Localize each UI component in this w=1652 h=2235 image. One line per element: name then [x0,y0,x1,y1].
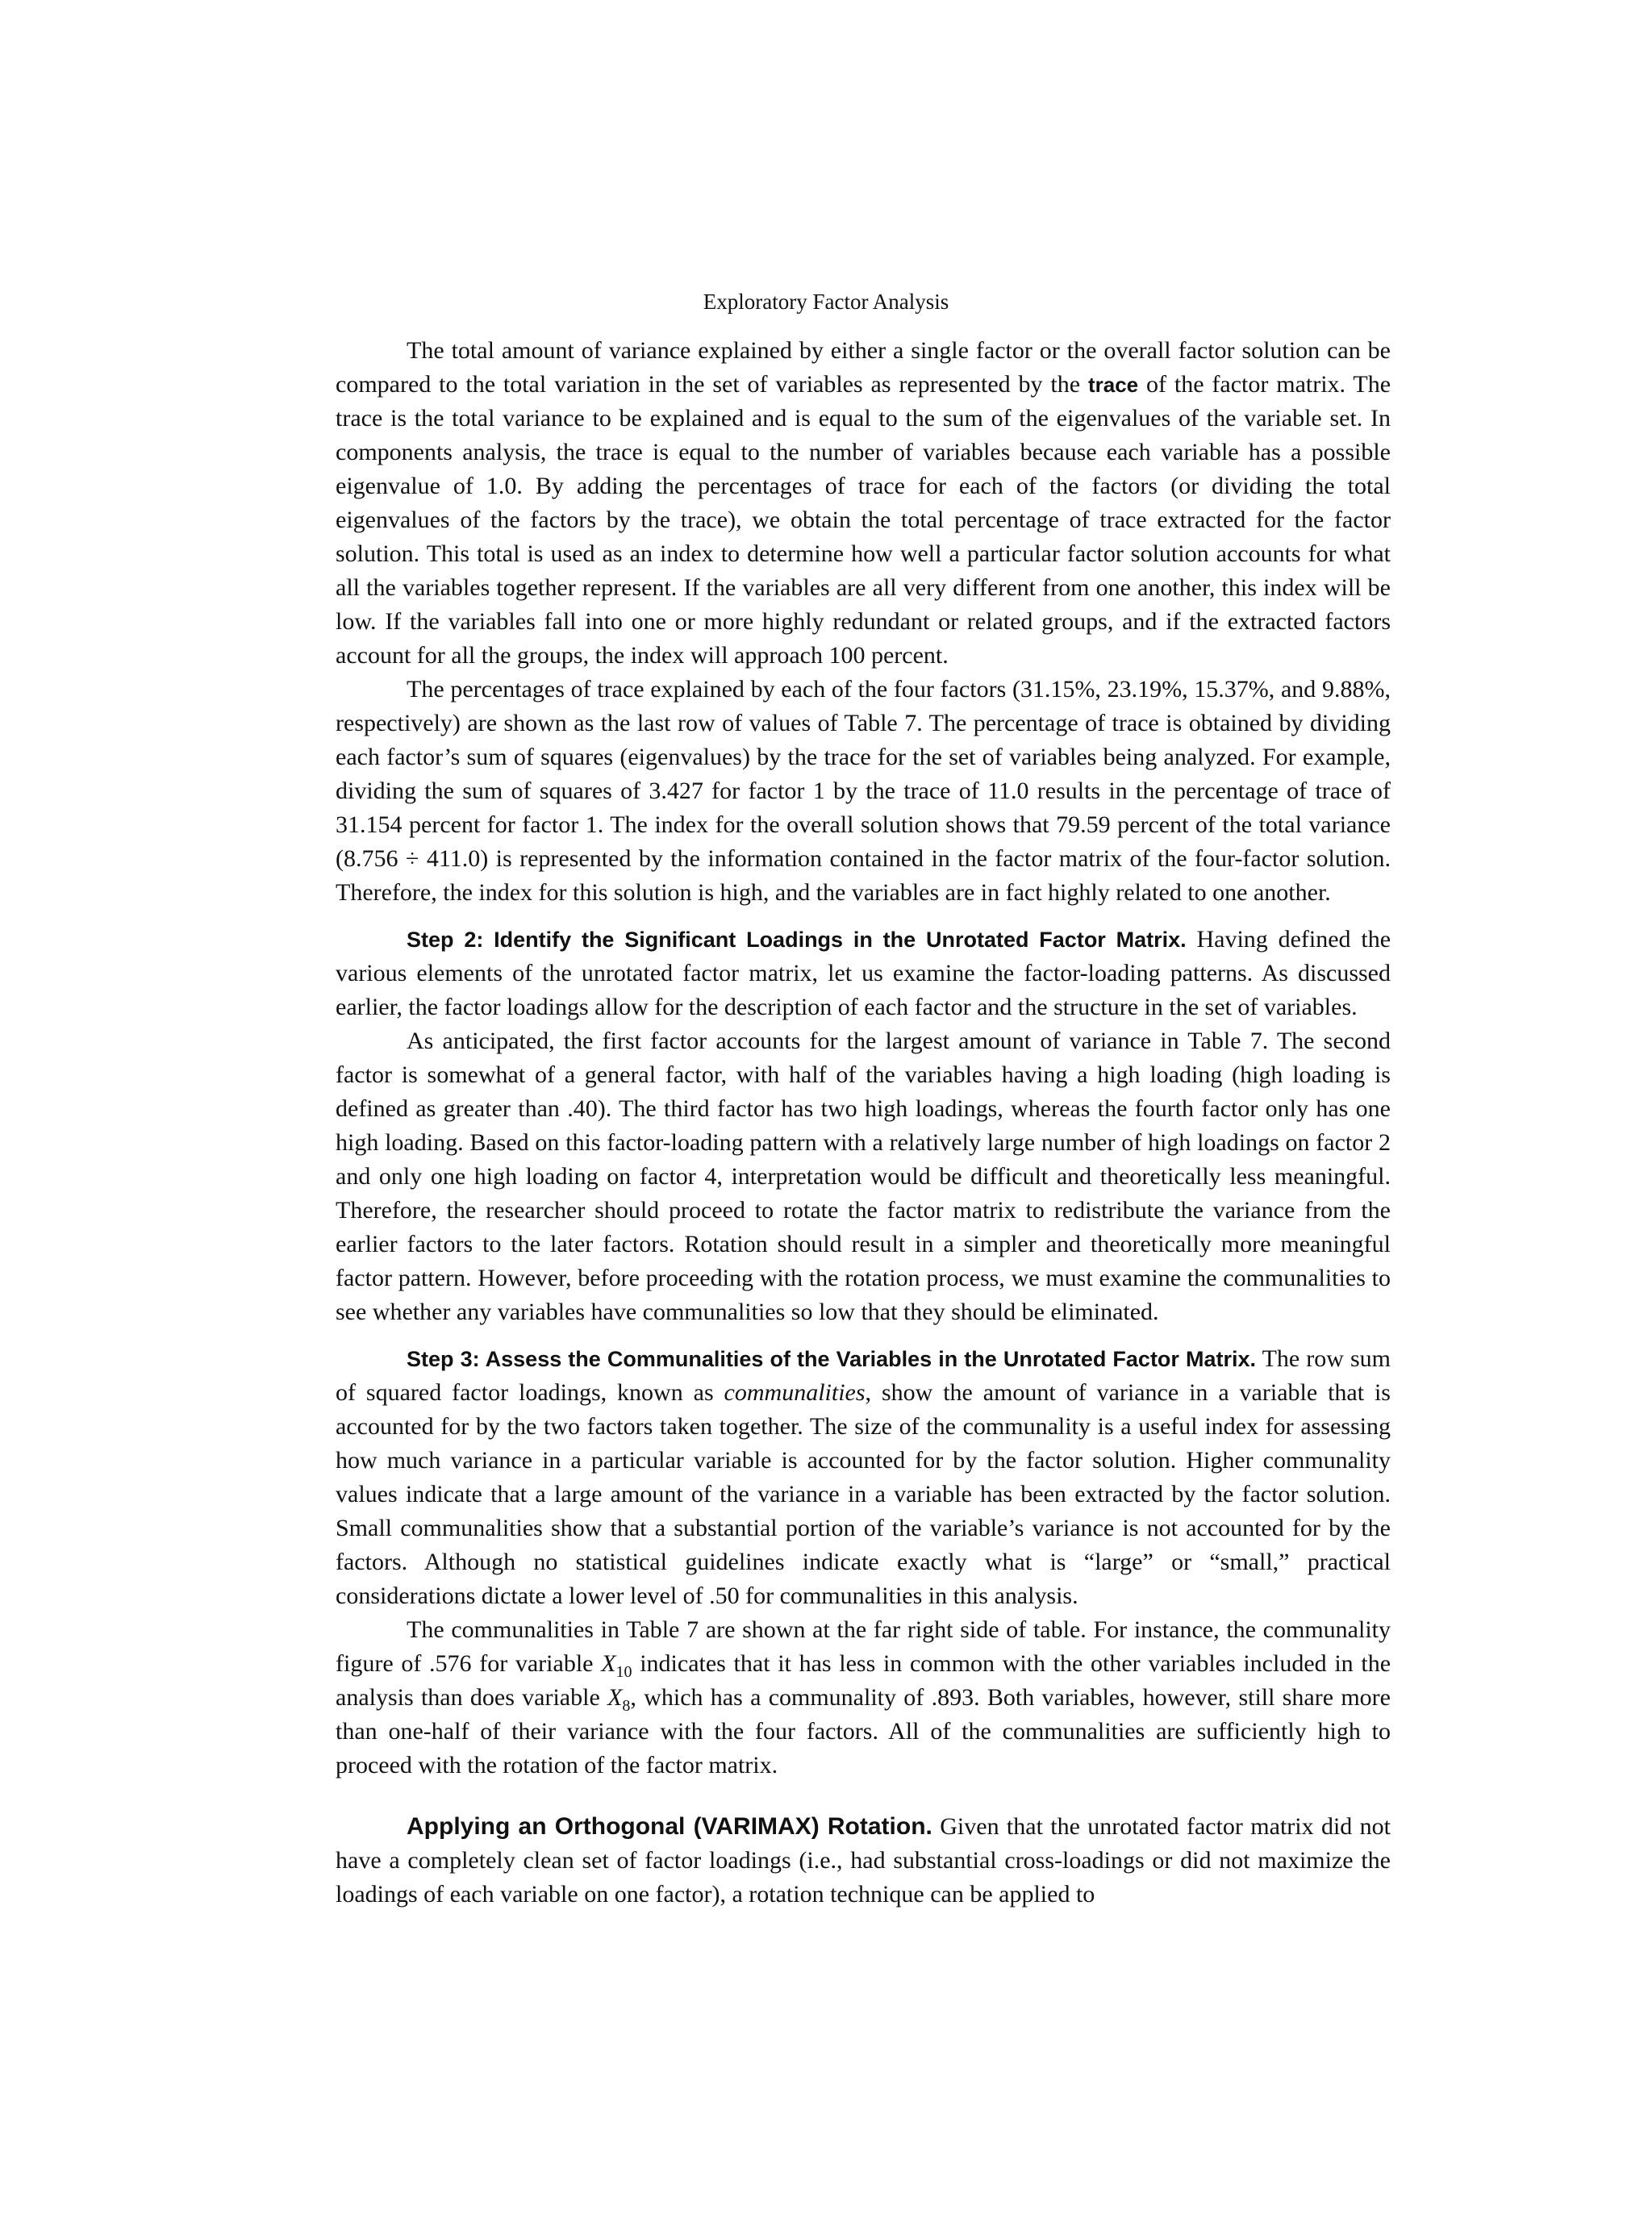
varimax-heading: Applying an Orthogonal (VARIMAX) Rotation. [407,1813,932,1840]
key-term-trace: trace [1087,373,1139,397]
varimax-paragraph-text: Given that the unrotated factor matrix did not have a completely clean set of factor loadings (i.e., had substantial cross-loadings or did not maximize the loadings of each variable on one factor), a rotation technique can be applied to [336,1813,1391,1908]
trace-paragraph-rest: of the factor matrix. The trace is the total variance to be explained and is equal to the sum of the eigenvalues of the variable set. In components analysis, the trace is equal to the number of variables because each variable has a possible eigenvalue of 1.0. By adding the percentages of trace for each of the factors (or dividing the total eigenvalues of the factors by the trace), we obtain the total percentage of trace extracted for the factor solution. This total is used as an index to determine how well a particular factor solution accounts for what all the variables together represent. If the variables are all very different from one another, this index will be low. If the variables fall into one or more highly redundant or related groups, and if the extracted factors account for all the groups, the index will approach 100 percent. [336,371,1391,669]
communalities-example-paragraph [336,1613,1391,1783]
communalities-example-intro: The communalities in Table 7 are shown at the far right side of table. For instance, the communality figure of .576 for variable [336,1616,1391,1677]
main-text [336,334,1391,1912]
step2-loadings-paragraph: As anticipated, the first factor accounts for the largest amount of variance in Table 7. The second factor is somewhat of a general factor, with half of the variables having a high loading (high loading is defined as greater than .40). The third factor has two high loadings, whereas the fourth factor only has one high loading. Based on this factor-loading pattern with a relatively large number of high loadings on factor 2 and only one high loading on factor 4, interpretation would be difficult and theoretically less meaningful. Therefore, the researcher should proceed to rotate the factor matrix to redistribute the variance from the earlier factors to the later factors. Rotation should result in a simpler and theoretically more meaningful factor pattern. However, before proceeding with the rotation process, we must examine the communalities to see whether any variables have communalities so low that they should be eliminated. [336,1028,1391,1325]
variable-x10-subscript: 10 [615,1663,632,1681]
running-header: Exploratory Factor Analysis [703,290,949,314]
variable-x10-symbol: X [601,1650,616,1677]
step2-paragraph-text: Having defined the various elements of the unrotated factor matrix, let us examine the factor-loading patterns. As discussed earlier, the factor loadings allow for the description of each factor and the structure in the set of variables. [336,926,1391,1020]
communalities-example-middle: indicates that it has less in common with the other variables included in the analysis than does variable [336,1650,1391,1711]
trace-paragraph-intro: The total amount of variance explained by either a single factor or the overall factor solution can be compared to the total variation in the set of variables as represented by the [336,337,1391,398]
term-communalities: communalities [724,1379,866,1406]
step2-paragraph [336,923,1391,1024]
step3-paragraph-intro: The row sum of squared factor loadings, known as [336,1345,1391,1406]
variable-x8 [607,1684,631,1715]
variable-x8-subscript: 8 [622,1697,631,1715]
trace-percentages-paragraph: The percentages of trace explained by each of the four factors (31.15%, 23.19%, 15.37%, and 9.88%, respectively) are shown as the last row of values of Table 7. The percentage of trace is obtained by dividing each factor’s sum of squares (eigenvalues) by the trace for the set of variables being analyzed. For example, dividing the sum of squares of 3.427 for factor 1 by the trace of 11.0 results in the percentage of trace of 31.154 percent for factor 1. The index for the overall solution shows that 79.59 percent of the total variance (8.756 ÷ 411.0) is represented by the information contained in the factor matrix of the four-factor solution. Therefore, the index for this solution is high, and the variables are in fact highly related to one another. [336,676,1391,906]
varimax-paragraph [336,1810,1391,1912]
variable-x10 [601,1650,632,1681]
trace-paragraph [336,334,1391,673]
step3-paragraph [336,1342,1391,1613]
variable-x8-symbol: X [607,1684,623,1711]
step2-heading: Step 2: Identify the Significant Loadings in the Unrotated Factor Matrix. [407,928,1187,952]
communalities-example-rest: , which has a communality of .893. Both variables, however, still share more than one-half of their variance with the four factors. All of the communalities are sufficiently high to proceed with the rotation of the factor matrix. [336,1684,1391,1778]
step3-heading: Step 3: Assess the Communalities of the Variables in the Unrotated Factor Matrix. [407,1347,1257,1371]
step3-paragraph-rest: , show the amount of variance in a variable that is accounted for by the two factors taken together. The size of the communality is a useful index for assessing how much variance in a particular variable is accounted for by the factor solution. Higher communality values indicate that a large amount of the variance in a variable has been extracted by the factor solution. Small communalities show that a substantial portion of the variable’s variance is not accounted for by the factors. Although no statistical guidelines indicate exactly what is “large” or “small,” practical considerations dictate a lower level of .50 for communalities in this analysis. [336,1379,1391,1609]
